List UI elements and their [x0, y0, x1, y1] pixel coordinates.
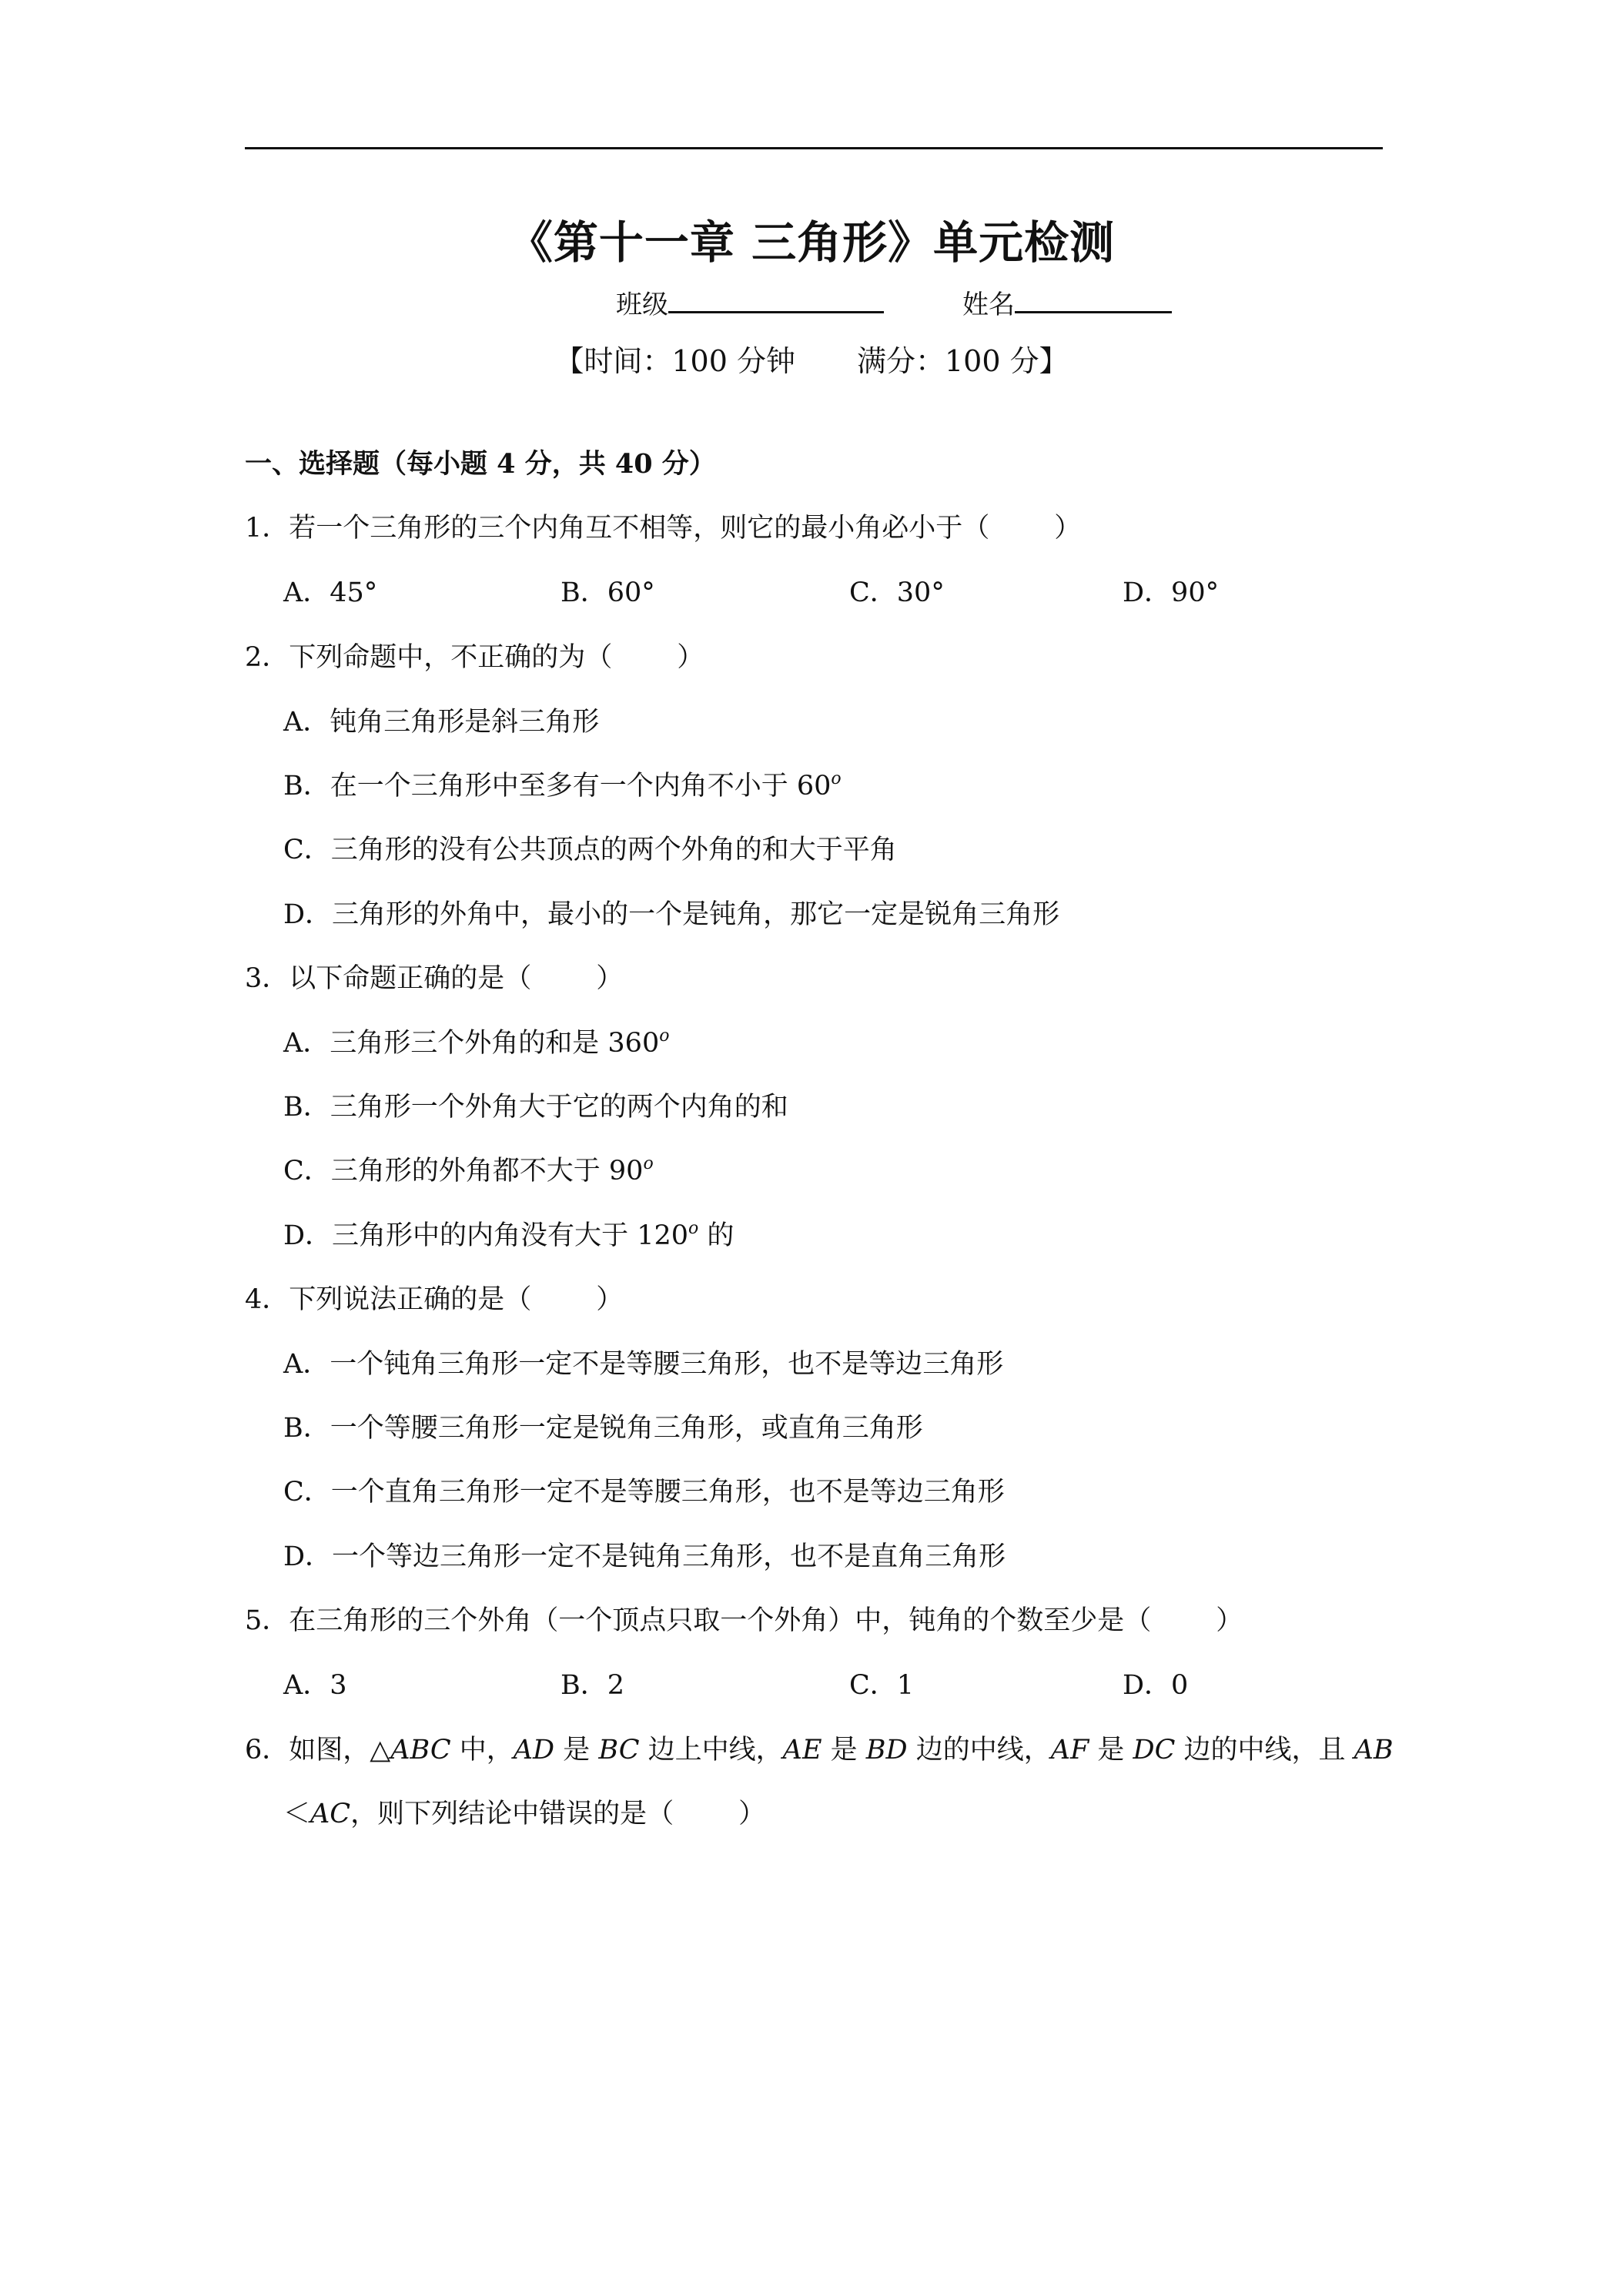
q4-option-d: D．一个等边三角形一定不是钝角三角形，也不是直角三角形 — [283, 1541, 1006, 1572]
q1-option-a: A．45° — [283, 577, 378, 608]
q5-option-b: B．2 — [561, 1670, 624, 1701]
name-field — [962, 283, 1172, 321]
q1-option-c: C．30° — [849, 577, 945, 608]
question-2-stem: 2．下列命题中，不正确的为（ — [245, 642, 613, 673]
question-4-stem: 4．下列说法正确的是（ — [245, 1284, 532, 1315]
q5-option-a: A．3 — [283, 1670, 347, 1701]
q2-option-a: A．钝角三角形是斜三角形 — [283, 707, 600, 738]
question-3: 3．以下命题正确的是（ ） — [245, 963, 624, 994]
q5-option-d: D．0 — [1123, 1670, 1189, 1701]
q5-option-c: C．1 — [849, 1670, 915, 1701]
class-field — [616, 283, 884, 321]
time-text: 【时间：100 分钟 — [554, 344, 795, 378]
q2-option-d: D．三角形的外角中，最小的一个是钝角，那它一定是锐角三角形 — [283, 899, 1060, 930]
class-blank[interactable] — [668, 288, 884, 313]
q1-option-d: D．90° — [1123, 577, 1220, 608]
q3-option-a: A．三角形三个外角的和是 360$^o$ — [283, 1026, 670, 1059]
degree-mark: o — [659, 1026, 670, 1046]
degree-mark: o — [688, 1219, 699, 1238]
name-blank[interactable] — [1015, 288, 1172, 313]
page-title: 《第十一章 三角形》单元检测 — [507, 216, 1116, 269]
question-6-line-2: ＜AC，则下列结论中错误的是（ ） — [283, 1799, 766, 1829]
score-text: 满分：100 分】 — [857, 344, 1069, 378]
q2-option-c: C．三角形的没有公共顶点的两个外角的和大于平角 — [283, 835, 897, 865]
class-label: 班级 — [616, 290, 668, 320]
q3-option-c: C．三角形的外角都不大于 90$^o$ — [283, 1154, 654, 1186]
section-heading: 一、选择题（每小题 4 分，共 40 分） — [245, 448, 716, 480]
question-6-line-1: 6．如图，△ABC 中，AD 是 BC 边上中线，AE 是 BD 边的中线，AF 是 DC 边的中线，且 AB — [245, 1735, 1394, 1766]
question-5-stem: 5．在三角形的三个外角（一个顶点只取一个外角）中，钝角的个数至少是（ — [245, 1605, 1152, 1636]
q4-option-c: C．一个直角三角形一定不是等腰三角形，也不是等边三角形 — [283, 1477, 1005, 1508]
header-rule — [245, 147, 1383, 149]
degree-mark: o — [643, 1154, 654, 1173]
q2-option-b: B．在一个三角形中至多有一个内角不小于 60$^o$ — [283, 769, 842, 802]
question-5-options — [283, 1664, 1384, 1702]
q4-option-b: B．一个等腰三角形一定是锐角三角形，或直角三角形 — [283, 1413, 923, 1444]
q1-option-b: B．60° — [561, 577, 655, 608]
q3-option-d: D．三角形中的内角没有大于 120$^o$ 的 — [283, 1219, 735, 1251]
time-score-line — [0, 337, 1623, 380]
q4-option-a: A．一个钝角三角形一定不是等腰三角形，也不是等边三角形 — [283, 1349, 1004, 1380]
question-1-options — [283, 571, 1384, 610]
question-4: 4．下列说法正确的是（ ） — [245, 1284, 624, 1315]
q3-option-b: B．三角形一个外角大于它的两个内角的和 — [283, 1092, 788, 1123]
question-1: 1．若一个三角形的三个内角互不相等，则它的最小角必小于（ ） — [245, 513, 1082, 544]
question-3-stem: 3．以下命题正确的是（ — [245, 963, 532, 994]
question-1-stem: 1．若一个三角形的三个内角互不相等，则它的最小角必小于（ — [245, 513, 990, 544]
question-2: 2．下列命题中，不正确的为（ ） — [245, 642, 704, 673]
question-5: 5．在三角形的三个外角（一个顶点只取一个外角）中，钝角的个数至少是（ ） — [245, 1605, 1243, 1636]
name-label: 姓名 — [962, 290, 1015, 320]
degree-mark: o — [831, 769, 842, 788]
